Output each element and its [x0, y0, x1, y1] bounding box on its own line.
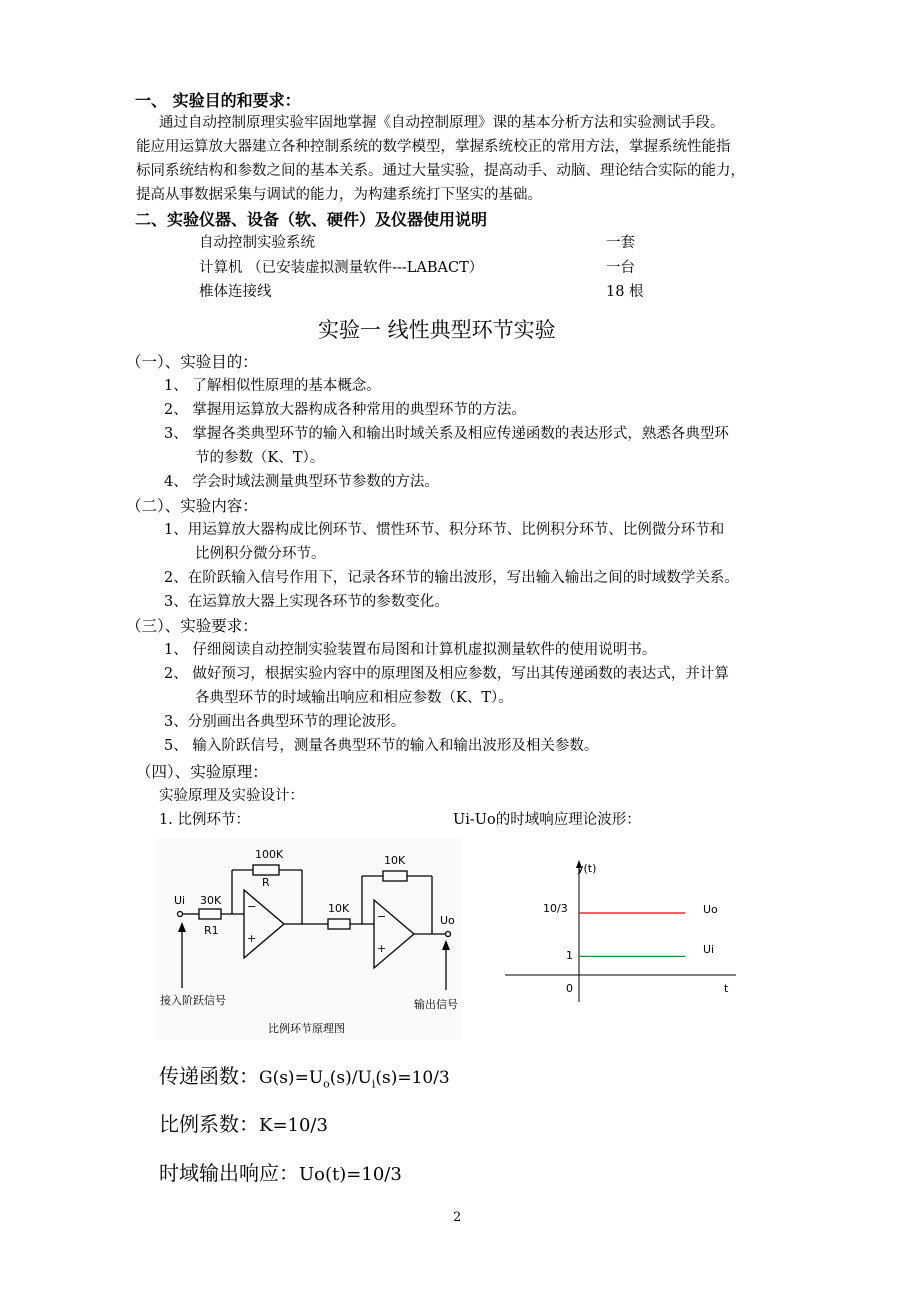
experiment-title: 实验一 线性典型环节实验	[318, 318, 556, 342]
page-number: 2	[453, 1210, 462, 1225]
equipment-name: 椎体连接线	[199, 284, 272, 300]
part-2-title: （二）、实验内容：	[126, 497, 258, 515]
list-item: 2、 做好预习，根据实验内容中的原理图及相应参数，写出其传递函数的表达式，并计算	[164, 666, 729, 682]
y-tick-0: 0	[566, 982, 573, 995]
list-item: 3、在运算放大器上实现各环节的参数变化。	[164, 594, 449, 610]
list-item: 比例积分微分环节。	[195, 546, 326, 562]
output-note: 输出信号	[414, 998, 458, 1011]
transfer-function	[159, 1060, 450, 1090]
step-response-chart	[500, 852, 740, 1002]
list-item: 1、 了解相似性原理的基本概念。	[164, 378, 381, 394]
y-tick-1: 1	[566, 949, 573, 962]
circuit-caption: 比例环节原理图	[268, 1022, 345, 1035]
proportional-circuit-diagram	[156, 838, 462, 1040]
equipment-name: 计算机 （已安装虚拟测量软件---LABACT）	[199, 260, 484, 276]
legend-uo: Uo	[703, 903, 718, 916]
list-item: 3、分别画出各典型环节的理论波形。	[164, 714, 406, 730]
resistor-label-30k: 30K	[200, 894, 222, 907]
opamp2-minus: −	[377, 910, 387, 923]
transfer-function-label: 传递函数：	[159, 1064, 259, 1088]
output-label: Uo	[440, 914, 455, 927]
y-axis-label: y(t)	[577, 862, 597, 875]
opamp2-plus: +	[377, 942, 387, 955]
y-tick-10-3: 10/3	[543, 902, 568, 915]
legend-ui: Ui	[703, 943, 715, 956]
equipment-name: 自动控制实验系统	[199, 235, 315, 251]
equipment-qty: 18 根	[606, 284, 644, 300]
resistor-name-r: R	[262, 876, 270, 889]
paragraph-line: 能应用运算放大器建立各种控制系统的数学模型，掌握系统校正的常用方法，掌握系统性能指	[136, 139, 731, 155]
list-item: 2、 掌握用运算放大器构成各种常用的典型环节的方法。	[164, 402, 526, 418]
list-item: 各典型环节的时域输出响应和相应参数（K、T）。	[195, 690, 513, 706]
part-4-subtitle: 实验原理及实验设计：	[159, 788, 304, 804]
input-label: Ui	[174, 894, 186, 907]
list-item: 节的参数（K、T）。	[195, 450, 325, 466]
input-note: 接入阶跃信号	[160, 994, 226, 1007]
section-1-title: 一、 实验目的和要求：	[135, 91, 301, 110]
resistor-label-100k: 100K	[255, 848, 284, 861]
time-response-label: 时域输出响应：	[159, 1161, 299, 1185]
x-axis-label: t	[724, 982, 729, 995]
list-item: 1、用运算放大器构成比例环节、惯性环节、积分环节、比例积分环节、比例微分环节和	[164, 522, 725, 538]
opamp1-minus: −	[247, 900, 257, 913]
list-item: 1、 仔细阅读自动控制实验装置布局图和计算机虚拟测量软件的使用说明书。	[164, 642, 657, 658]
paragraph-line: 通过自动控制原理实验牢固地掌握《自动控制原理》课的基本分析方法和实验测试手段。	[159, 115, 725, 131]
resistor-label-10k-feedback: 10K	[384, 854, 406, 867]
equipment-qty: 一台	[606, 260, 635, 276]
part-4-title: （四）、实验原理：	[136, 763, 268, 781]
time-response-value: Uo(t)=10/3	[299, 1164, 402, 1185]
list-item: 5、 输入阶跃信号，测量各典型环节的输入和输出波形及相关参数。	[164, 738, 599, 754]
time-response	[159, 1157, 402, 1186]
list-item: 3、 掌握各类典型环节的输入和输出时域关系及相应传递函数的表达形式，熟悉各典型环	[164, 426, 729, 442]
paragraph-line: 标同系统结构和参数之间的基本关系。通过大量实验，提高动手、动脑、理论结合实际的能力，	[136, 163, 745, 179]
part-3-title: （三）、实验要求：	[126, 617, 258, 635]
waveform-caption: Ui-Uo的时域响应理论波形：	[453, 812, 641, 828]
opamp1-plus: +	[247, 932, 257, 945]
gain	[159, 1108, 328, 1137]
section-2-title: 二、实验仪器、设备（软、硬件）及仪器使用说明	[135, 210, 488, 229]
part-1-title: （一）、实验目的：	[126, 353, 258, 371]
equipment-qty: 一套	[606, 235, 635, 251]
gain-value: K=10/3	[259, 1115, 328, 1136]
paragraph-line: 提高从事数据采集与调试的能力，为构建系统打下坚实的基础。	[136, 187, 542, 203]
item-proportional: 1. 比例环节：	[159, 812, 250, 828]
list-item: 2、在阶跃输入信号作用下，记录各环节的输出波形，写出输入输出之间的时域数学关系。	[164, 570, 739, 586]
transfer-function-value: $G(s)=U_o(s)/U_i(s)=10/3$	[259, 1068, 450, 1091]
gain-label: 比例系数：	[159, 1112, 259, 1136]
list-item: 4、 学会时域法测量典型环节参数的方法。	[164, 474, 439, 490]
resistor-name-r1: R1	[204, 924, 219, 937]
resistor-label-10k-mid: 10K	[328, 902, 350, 915]
